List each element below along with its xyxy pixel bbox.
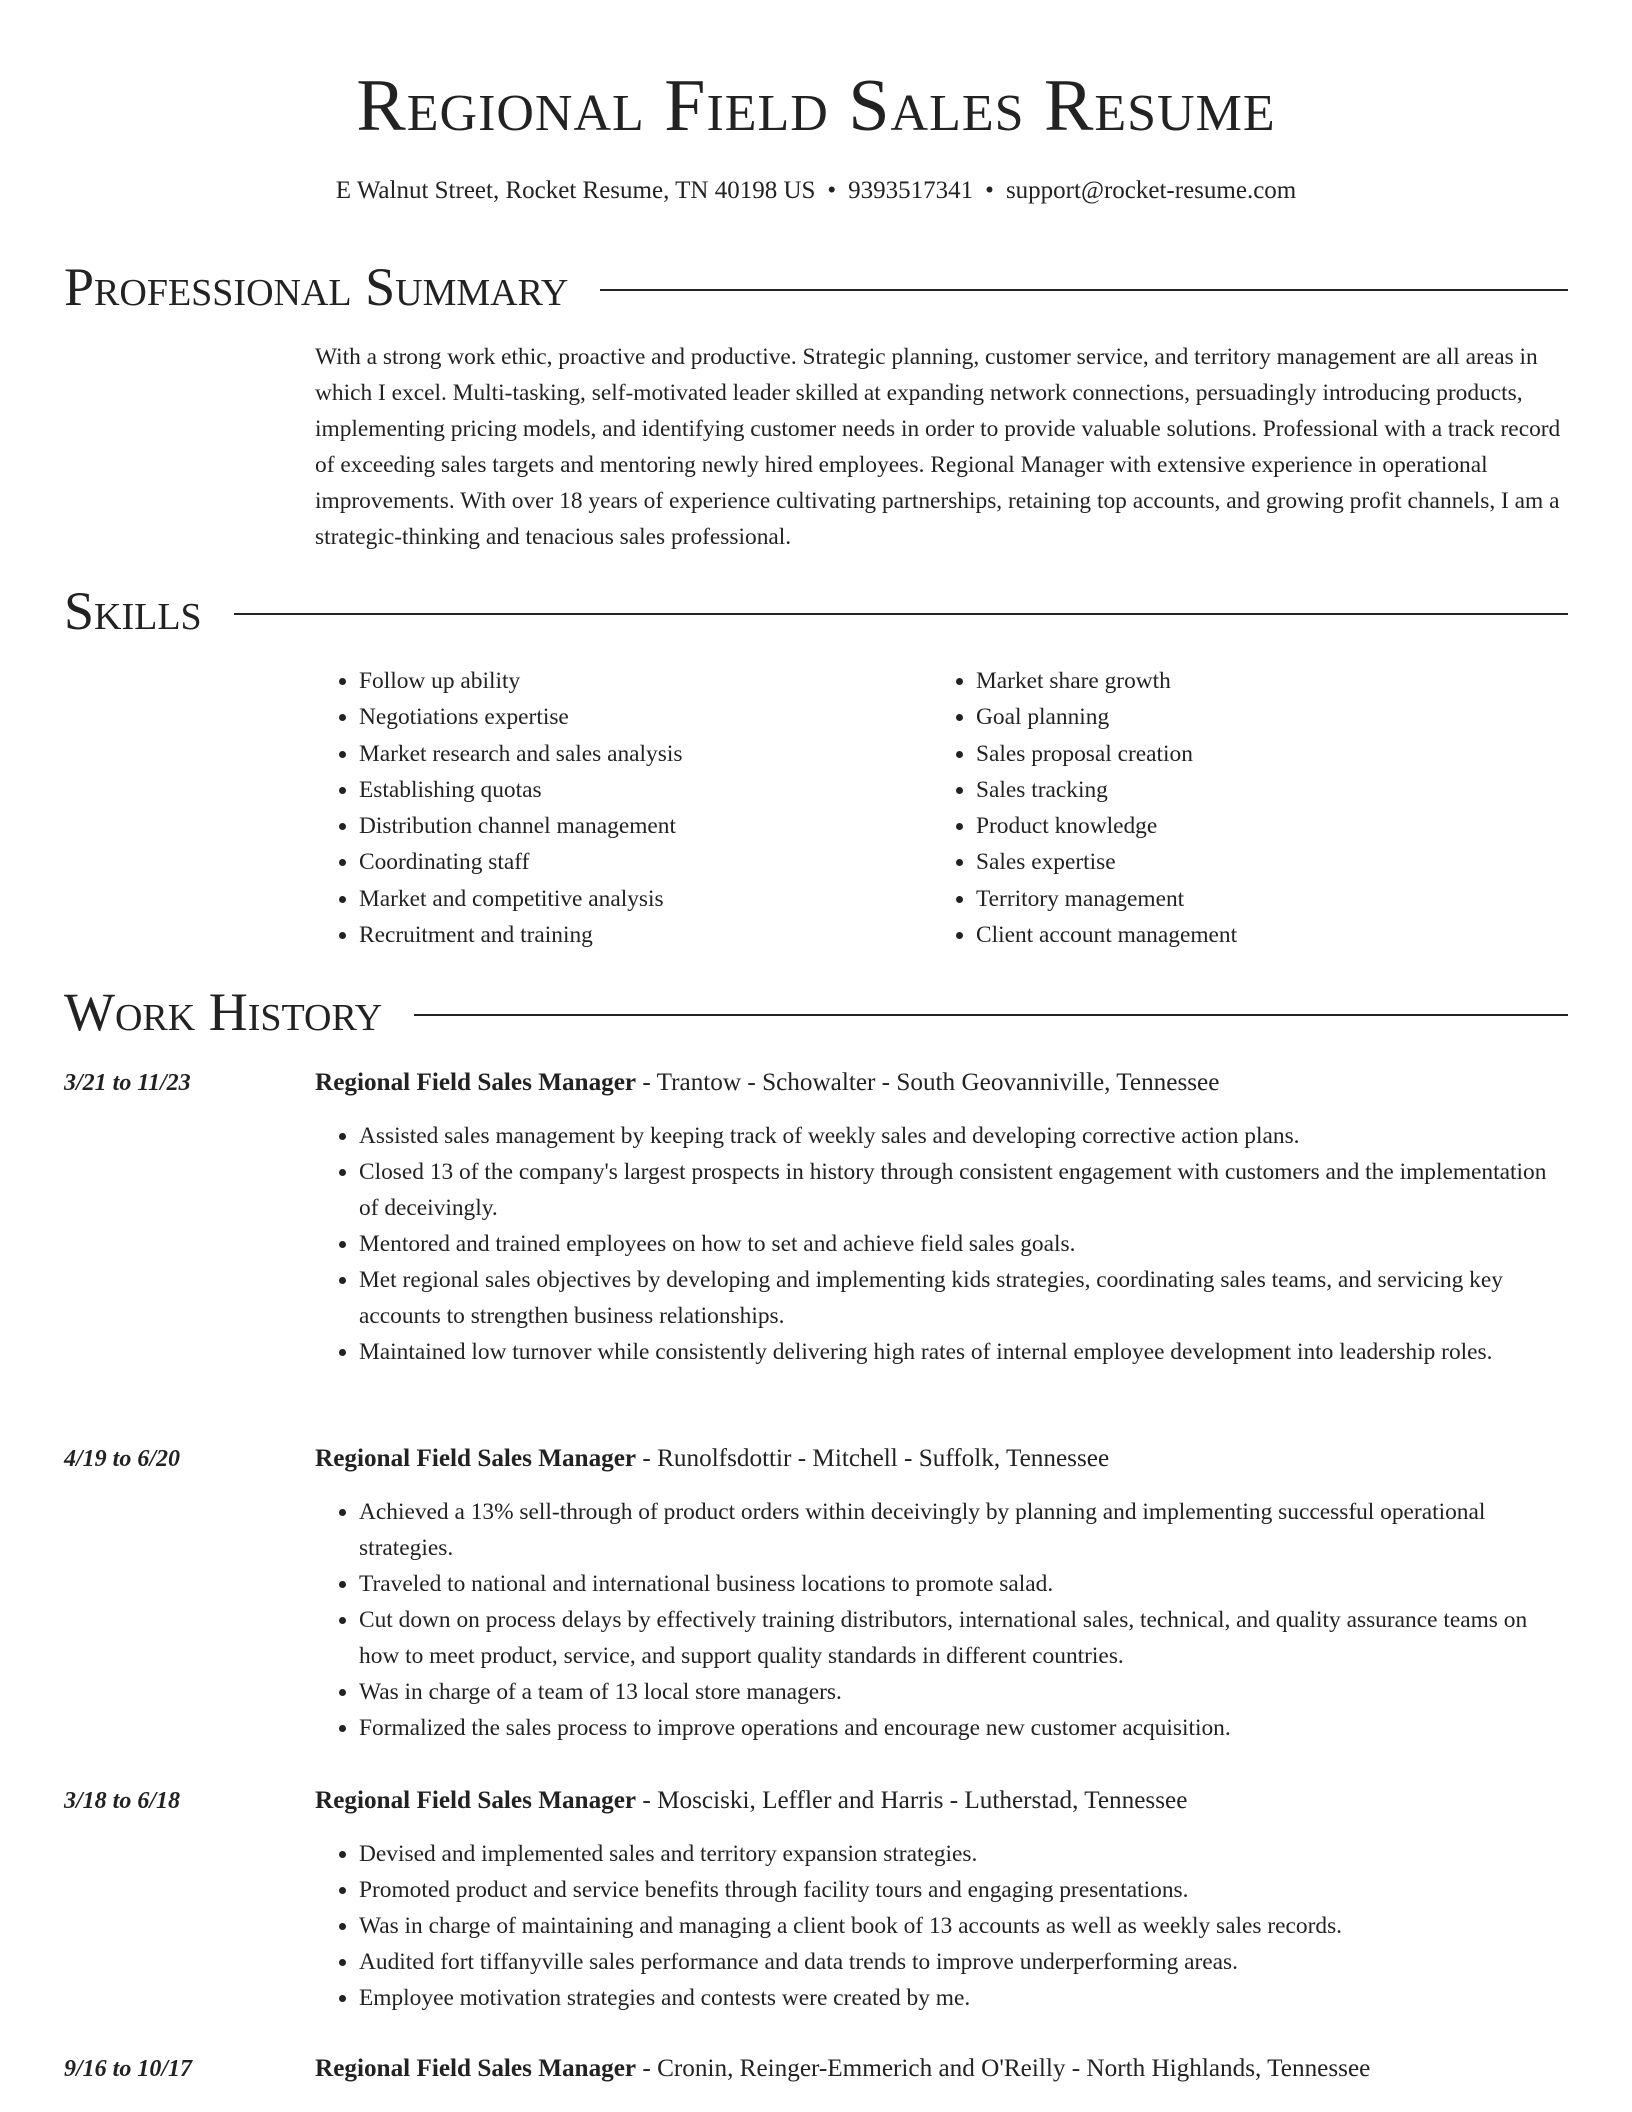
skill-item: • Coordinating staff xyxy=(359,844,932,880)
skill-item: • Market and competitive analysis xyxy=(359,881,932,917)
job-bullet: • Audited fort tiffanyville sales performance and data trends to improve underperforming areas. xyxy=(359,1944,1568,1980)
summary-section-header xyxy=(64,255,1568,319)
skills-heading: Skills xyxy=(64,581,202,641)
work-section-header xyxy=(64,980,1568,1044)
job-bullets xyxy=(315,1836,1568,2016)
job-title: Regional Field Sales Manager xyxy=(315,2055,637,2082)
job-bullet: • Formalized the sales process to improve operations and encourage new customer acquisition. xyxy=(359,1710,1568,1746)
job-bullets xyxy=(315,1494,1568,1746)
skill-item: • Negotiations expertise xyxy=(359,699,932,735)
job-bullet: • Employee motivation strategies and contests were created by me. xyxy=(359,1980,1568,2016)
job-bullets xyxy=(315,1118,1568,1370)
job-employer: - Mosciski, Leffler and Harris - Lutherstad, Tennessee xyxy=(636,1787,1188,1814)
skills-section-header xyxy=(64,579,1568,643)
skill-item: • Market share growth xyxy=(976,663,1549,699)
summary-text: With a strong work ethic, proactive and productive. Strategic planning, customer service, and territory management are all areas in which I excel. Multi-tasking, self-motivated leader skilled at expanding network connections, persuadingly introducing products, implementing pricing models, and identifying customer needs in order to provide valuable solutions. Professional with a track record of exceeding sales targets and mentoring newly hired employees. Regional Manager with extensive experience in operational improvements. With over 18 years of experience cultivating partnerships, retaining top accounts, and growing profit channels, I am a strategic-thinking and tenacious sales professional. xyxy=(315,344,1561,550)
job-employer: - Trantow - Schowalter - South Geovanniville, Tennessee xyxy=(636,1069,1220,1096)
skill-item: • Distribution channel management xyxy=(359,808,932,844)
skill-item: • Follow up ability xyxy=(359,663,932,699)
contact-line xyxy=(0,174,1632,208)
job-dates: 9/16 to 10/17 xyxy=(64,2056,193,2082)
job-bullet: • Met regional sales objectives by developing and implementing kids strategies, coordinating sales teams, and servicing key accounts to strengthen business relationships. xyxy=(359,1262,1568,1334)
job-bullet: • Closed 13 of the company's largest prospects in history through consistent engagement with customers and the implementation of deceivingly. xyxy=(359,1154,1568,1226)
contact-email: support@rocket-resume.com xyxy=(1005,177,1297,204)
contact-phone: 9393517341 xyxy=(848,177,974,204)
job-bullet: • Cut down on process delays by effectively training distributors, international sales, technical, and quality assurance teams on how to meet product, service, and support quality standards in different countries. xyxy=(359,1602,1568,1674)
job-bullet: • Assisted sales management by keeping track of weekly sales and developing corrective action plans. xyxy=(359,1118,1568,1154)
summary-heading: Professional Summary xyxy=(64,257,569,317)
skills-column-right xyxy=(932,663,1549,953)
job-dates: 3/21 to 11/23 xyxy=(64,1070,191,1096)
job-heading xyxy=(315,1065,1219,1101)
job-heading xyxy=(315,1783,1187,1819)
job-bullet: • Traveled to national and international business locations to promote salad. xyxy=(359,1566,1568,1602)
section-divider xyxy=(234,613,1568,615)
job-title: Regional Field Sales Manager xyxy=(315,1069,637,1096)
skill-item: • Sales tracking xyxy=(976,772,1549,808)
contact-address: E Walnut Street, Rocket Resume, TN 40198 US xyxy=(335,177,816,204)
skill-item: • Sales proposal creation xyxy=(976,736,1549,772)
skill-item: • Market research and sales analysis xyxy=(359,736,932,772)
skill-item: • Territory management xyxy=(976,881,1549,917)
skills-list xyxy=(315,663,1565,953)
job-bullet: • Achieved a 13% sell-through of product orders within deceivingly by planning and implementing successful operational strategies. xyxy=(359,1494,1568,1566)
job-dates: 4/19 to 6/20 xyxy=(64,1446,181,1472)
section-divider xyxy=(600,289,1568,291)
job-bullet: • Mentored and trained employees on how to set and achieve field sales goals. xyxy=(359,1226,1568,1262)
resume-title: Regional Field Sales Resume xyxy=(356,65,1276,147)
job-bullet: • Was in charge of maintaining and managing a client book of 13 accounts as well as weekly sales records. xyxy=(359,1908,1568,1944)
work-heading: Work History xyxy=(64,982,383,1042)
job-bullet: • Devised and implemented sales and territory expansion strategies. xyxy=(359,1836,1568,1872)
contact-separator: • xyxy=(985,177,994,204)
job-dates: 3/18 to 6/18 xyxy=(64,1788,181,1814)
job-heading xyxy=(315,2051,1370,2087)
skill-item: • Sales expertise xyxy=(976,844,1549,880)
job-title: Regional Field Sales Manager xyxy=(315,1787,637,1814)
job-heading xyxy=(315,1441,1109,1477)
job-bullet: • Maintained low turnover while consistently delivering high rates of internal employee development into leadership roles. xyxy=(359,1334,1568,1370)
job-title: Regional Field Sales Manager xyxy=(315,1445,637,1472)
section-divider xyxy=(414,1014,1568,1016)
contact-separator: • xyxy=(827,177,837,204)
job-bullet: • Was in charge of a team of 13 local store managers. xyxy=(359,1674,1568,1710)
skill-item: • Establishing quotas xyxy=(359,772,932,808)
skill-item: • Product knowledge xyxy=(976,808,1549,844)
skill-item: • Client account management xyxy=(976,917,1549,953)
job-employer: - Runolfsdottir - Mitchell - Suffolk, Tennessee xyxy=(636,1445,1110,1472)
skill-item: • Goal planning xyxy=(976,699,1549,735)
skills-column-left xyxy=(315,663,932,953)
job-bullet: • Promoted product and service benefits through facility tours and engaging presentations. xyxy=(359,1872,1568,1908)
skill-item: • Recruitment and training xyxy=(359,917,932,953)
job-employer: - Cronin, Reinger-Emmerich and O'Reilly - North Highlands, Tennessee xyxy=(636,2055,1371,2082)
